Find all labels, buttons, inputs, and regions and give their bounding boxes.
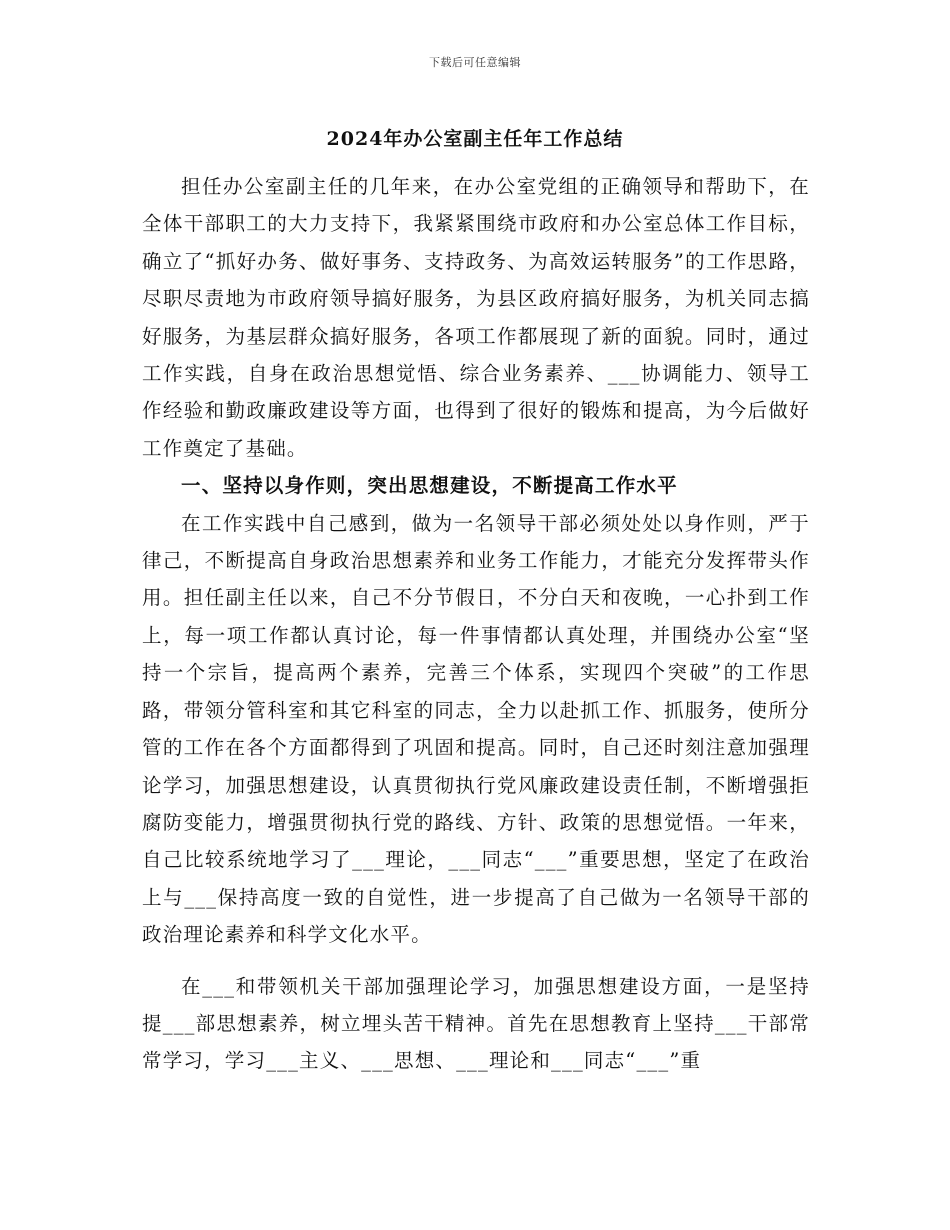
download-note: 下载后可任意编辑 (429, 56, 521, 69)
document-body (142, 168, 810, 1080)
section-1-paragraph-2: 在___和带领机关干部加强理论学习，加强思想建设方面，一是坚持提___部思想素养，树立埋头苦干精神。首先在思想教育上坚持___干部常常学习，学习___主义、___思想、___理论和___同志“___”重 (142, 974, 810, 1073)
section-1-paragraph-1: 在工作实践中自己感到，做为一名领导干部必须处处以身作则，严于律己，不断提高自身政治思想素养和业务工作能力，才能充分发挥带头作用。担任副主任以来，自己不分节假日，不分白天和夜晚，一心扑到工作上，每一项工作都认真讨论，每一件事情都认真处理，并围绕办公室“坚持一个宗旨，提高两个素养，完善三个体系，实现四个突破”的工作思路，带领分管科室和其它科室的同志，全力以赴抓工作、抓服务，使所分管的工作在各个方面都得到了巩固和提高。同时，自己还时刻注意加强理论学习，加强思想建设，认真贯彻执行党风廉政建设责任制，不断增强拒腐防变能力，增强贯彻执行党的路线、方针、政策的思想觉悟。一年来，自己比较系统地学习了___理论，___同志“___”重要思想，坚定了在政治上与___保持高度一致的自觉性，进一步提高了自己做为一名领导干部的政治理论素养和科学文化水平。 (142, 511, 810, 947)
section-1-heading: 一、坚持以身作则，突出思想建设，不断提高工作水平 (181, 474, 678, 498)
document-title: 2024年办公室副主任年工作总结 (326, 128, 624, 150)
intro-paragraph: 担任办公室副主任的几年来，在办公室党组的正确领导和帮助下，在全体干部职工的大力支持下，我紧紧围绕市政府和办公室总体工作目标，确立了“抓好办务、做好事务、支持政务、为高效运转服务”的工作思路，尽职尽责地为市政府领导搞好服务，为县区政府搞好服务，为机关同志搞好服务，为基层群众搞好服务，各项工作都展现了新的面貌。同时，通过工作实践，自身在政治思想觉悟、综合业务素养、___协调能力、领导工作经验和勤政廉政建设等方面，也得到了很好的锻炼和提高，为今后做好工作奠定了基础。 (142, 175, 810, 460)
